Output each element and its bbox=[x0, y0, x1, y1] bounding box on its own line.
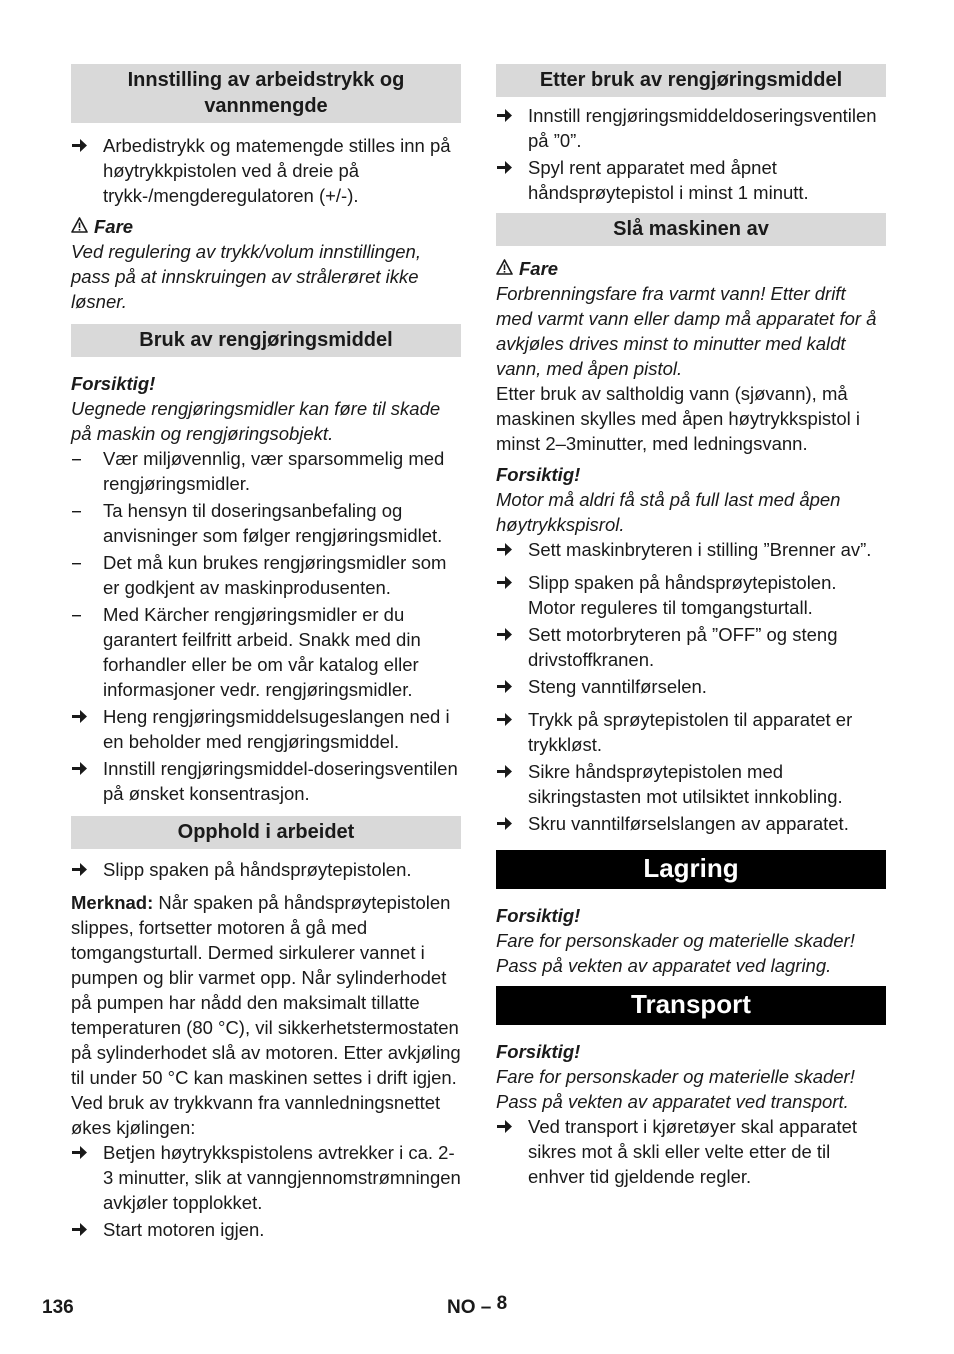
right-arrow-icon bbox=[71, 756, 103, 806]
right-arrow-icon bbox=[496, 707, 528, 757]
step-list-item bbox=[496, 537, 886, 568]
left-column bbox=[71, 64, 461, 1250]
step-list-item bbox=[496, 103, 886, 153]
forsiktig-text-right: Motor må aldri få stå på full last med åpen høytrykkspisrol. bbox=[496, 489, 841, 535]
list-item-text: Heng rengjøringsmiddelsugeslangen ned i en beholder med rengjøringsmiddel. bbox=[103, 706, 450, 752]
list-item-text: Slipp spaken på håndsprøytepistolen. Motor reguleres til tomgangsturtall. bbox=[528, 572, 837, 618]
section-heading-etter-bruk: Etter bruk av rengjøringsmiddel bbox=[496, 64, 886, 97]
list-item-text: Steng vanntilførselen. bbox=[528, 676, 707, 697]
dash-bullet-icon bbox=[71, 550, 103, 600]
list-item-text: Skru vanntilførselslangen av apparatet. bbox=[528, 813, 849, 834]
rengjoringsmiddel-steps bbox=[71, 704, 461, 806]
lagring-text: Fare for personskader og materielle skader! Pass på vekten av apparatet ved lagring. bbox=[496, 930, 855, 976]
right-arrow-icon bbox=[496, 1114, 528, 1189]
dash-list-item bbox=[71, 446, 461, 496]
page-number: 136 bbox=[42, 1297, 74, 1318]
right-arrow-icon bbox=[496, 811, 528, 842]
rengjoringsmiddel-notes bbox=[71, 446, 461, 702]
fare-warning-label: Fare bbox=[71, 214, 461, 239]
section-heading-arbeidstrykk: Innstilling av arbeidstrykk og vannmengde bbox=[71, 64, 461, 123]
step-list-item bbox=[496, 707, 886, 757]
section-heading-transport: Transport bbox=[496, 986, 886, 1025]
list-item-text: Betjen høytrykkspistolens avtrekker i ca. 2-3 minutter, slik at vanngjennomstrømningen avkjøler topplokket. bbox=[103, 1142, 461, 1213]
section-heading-lagring: Lagring bbox=[496, 850, 886, 889]
opphold-steps bbox=[71, 857, 461, 888]
right-arrow-icon bbox=[496, 622, 528, 672]
right-arrow-icon bbox=[496, 155, 528, 205]
language-page-label: NO – 8 bbox=[447, 1293, 508, 1318]
list-item-text: Sett maskinbryteren i stilling ”Brenner av”. bbox=[528, 539, 872, 560]
arbeidstrykk-steps bbox=[71, 133, 461, 208]
section-heading-rengjoringsmiddel: Bruk av rengjøringsmiddel bbox=[71, 324, 461, 357]
forsiktig-label: Forsiktig! bbox=[71, 373, 156, 394]
dash-bullet-icon bbox=[71, 602, 103, 702]
sla-av-steps bbox=[496, 537, 886, 842]
forsiktig-text: Uegnede rengjøringsmidler kan føre til skade på maskin og rengjøringsobjekt. bbox=[71, 398, 441, 444]
merknad-note: Merknad: Når spaken på håndsprøytepistolen slippes, fortsetter motoren å gå med tomgangsturtall. Dermed sirkulerer vannet i pumpen og blir varmet opp. Når sylinderhodet på pumpen har nådd den maksimalt tillatte temperaturen (80 °C), vil sikkerhetstermostaten på sylinderhodet slå av motoren. Etter avkjøling til under 50 °C kan maskinen settes i drift igjen. bbox=[71, 892, 461, 1088]
transport-text: Fare for personskader og materielle skader! Pass på vekten av apparatet ved transport. bbox=[496, 1066, 855, 1112]
right-arrow-icon bbox=[496, 103, 528, 153]
section-heading-sla-av: Slå maskinen av bbox=[496, 213, 886, 246]
dash-bullet-icon bbox=[71, 446, 103, 496]
transport-forsiktig-label: Forsiktig! bbox=[496, 1041, 581, 1062]
dash-list-item bbox=[71, 498, 461, 548]
right-arrow-icon bbox=[496, 759, 528, 809]
right-arrow-icon bbox=[496, 537, 528, 568]
right-arrow-icon bbox=[71, 704, 103, 754]
right-arrow-icon bbox=[71, 857, 103, 888]
dash-list-item bbox=[71, 550, 461, 600]
list-item-text: Sett motorbryteren på ”OFF” og steng drivstoffkranen. bbox=[528, 624, 838, 670]
saltvann-text: Etter bruk av saltholdig vann (sjøvann), må maskinen skylles med åpen høytrykkspistol i minst 2–3minutter, med ledningsvann. bbox=[496, 383, 860, 454]
warning-triangle-icon bbox=[71, 214, 88, 239]
step-list-item bbox=[496, 570, 886, 620]
list-item-text: Med Kärcher rengjøringsmidler er du garantert feilfritt arbeid. Snakk med din forhandler eller be om vår katalog eller informasjoner vedr. rengjøringsmidler. bbox=[103, 604, 421, 700]
etter-bruk-steps bbox=[496, 103, 886, 205]
list-item-text: Slipp spaken på håndsprøytepistolen. bbox=[103, 859, 412, 880]
right-column bbox=[496, 64, 886, 1191]
list-item-text: Ved transport i kjøretøyer skal apparatet sikres mot å skli eller velte etter de til enhver tid gjeldende regler. bbox=[528, 1116, 858, 1187]
step-list-item bbox=[496, 674, 886, 705]
right-arrow-icon bbox=[496, 674, 528, 705]
right-arrow-icon bbox=[71, 133, 103, 208]
fare-warning-label-right: Fare bbox=[496, 256, 886, 281]
warning-triangle-icon bbox=[496, 256, 513, 281]
transport-steps bbox=[496, 1114, 886, 1189]
step-list-item bbox=[71, 133, 461, 208]
list-item-text: Innstill rengjøringsmiddel-doseringsventilen på ønsket konsentrasjon. bbox=[103, 758, 458, 804]
section-heading-opphold: Opphold i arbeidet bbox=[71, 816, 461, 849]
trykkvann-text: Ved bruk av trykkvann fra vannledningsnettet økes kjølingen: bbox=[71, 1092, 441, 1138]
dash-bullet-icon bbox=[71, 498, 103, 548]
forsiktig-label-right: Forsiktig! bbox=[496, 464, 581, 485]
step-list-item bbox=[71, 1140, 461, 1215]
step-list-item bbox=[496, 622, 886, 672]
list-item-text: Trykk på sprøytepistolen til apparatet er trykkløst. bbox=[528, 709, 853, 755]
right-arrow-icon bbox=[71, 1140, 103, 1215]
list-item-text: Sikre håndsprøytepistolen med sikringstasten mot utilsiktet innkobling. bbox=[528, 761, 843, 807]
step-list-item bbox=[71, 857, 461, 888]
list-item-text: Arbedistrykk og matemengde stilles inn på høytrykkpistolen ved å dreie på trykk-/mengderegulatoren (+/-). bbox=[103, 135, 451, 206]
step-list-item bbox=[71, 704, 461, 754]
list-item-text: Vær miljøvennlig, vær sparsommelig med rengjøringsmidler. bbox=[103, 448, 445, 494]
lagring-forsiktig-label: Forsiktig! bbox=[496, 905, 581, 926]
fare-warning-text-right: Forbrenningsfare fra varmt vann! Etter drift med varmt vann eller damp må apparatet for å avkjøles drives minst to minutter med kaldt vann, med åpen pistol. bbox=[496, 283, 877, 379]
step-list-item bbox=[71, 756, 461, 806]
step-list-item bbox=[496, 1114, 886, 1189]
step-list-item bbox=[71, 1217, 461, 1248]
right-arrow-icon bbox=[496, 570, 528, 620]
step-list-item bbox=[496, 155, 886, 205]
right-arrow-icon bbox=[71, 1217, 103, 1248]
list-item-text: Det må kun brukes rengjøringsmidler som er godkjent av maskinprodusenten. bbox=[103, 552, 447, 598]
list-item-text: Spyl rent apparatet med åpnet håndsprøytepistol i minst 1 minutt. bbox=[528, 157, 809, 203]
step-list-item bbox=[496, 759, 886, 809]
trykkvann-steps bbox=[71, 1140, 461, 1248]
fare-warning-text: Ved regulering av trykk/volum innstillingen, pass på at innskruingen av strålerøret ikke løsner. bbox=[71, 241, 421, 312]
dash-list-item bbox=[71, 602, 461, 702]
step-list-item bbox=[496, 811, 886, 842]
list-item-text: Start motoren igjen. bbox=[103, 1219, 265, 1240]
list-item-text: Ta hensyn til doseringsanbefaling og anvisninger som følger rengjøringsmidlet. bbox=[103, 500, 443, 546]
list-item-text: Innstill rengjøringsmiddeldoseringsventilen på ”0”. bbox=[528, 105, 877, 151]
